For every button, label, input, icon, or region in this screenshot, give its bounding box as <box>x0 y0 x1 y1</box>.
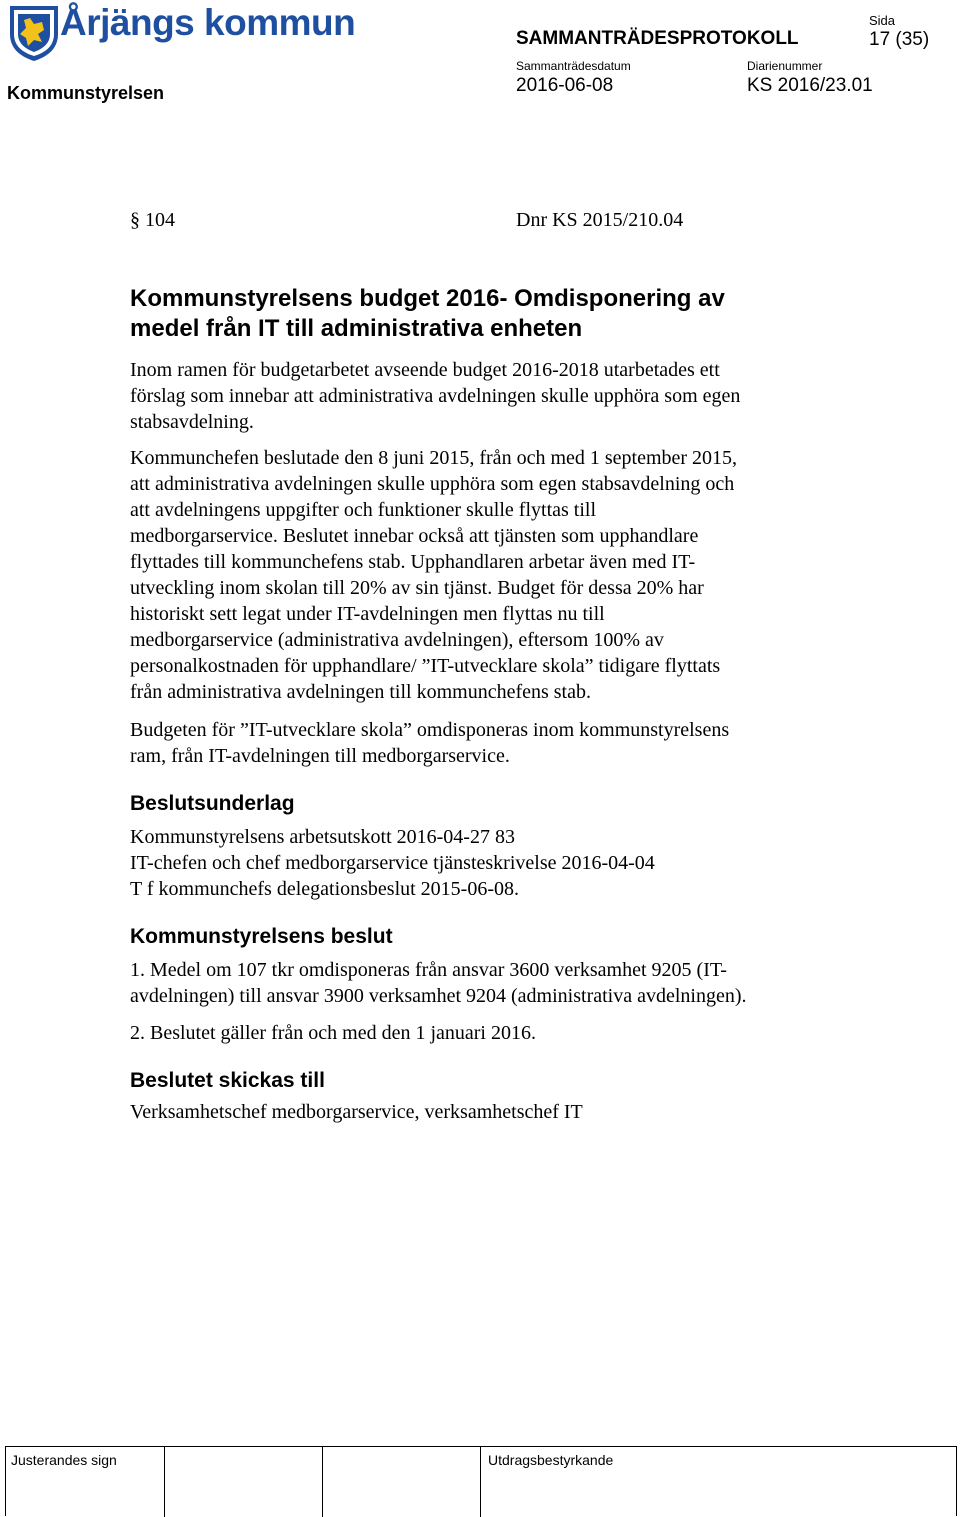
list-item: T f kommunchefs delegationsbeslut 2015-06-08. <box>130 878 520 900</box>
text-line: personalkostnaden för upphandlare/ ”IT-utvecklare skola” tidigare flyttats <box>130 655 721 677</box>
page-number: 17 (35) <box>869 29 930 50</box>
beslutsunderlag-list <box>130 824 655 902</box>
text-line: Budgeten för ”IT-utvecklare skola” omdisponeras inom kommunstyrelsens <box>130 719 730 741</box>
text-line: förslag som innebar att administrativa avdelningen skulle upphöra som egen <box>130 385 741 407</box>
justerandes-sign-label: Justerandes sign <box>11 1452 117 1468</box>
paragraph-decision-history <box>130 445 842 705</box>
list-item: Kommunstyrelsens arbetsutskott 2016-04-27 83 <box>130 826 515 848</box>
utdragsbestyrkande-label: Utdragsbestyrkande <box>488 1452 614 1468</box>
logo-text: Årjängs kommun <box>60 2 356 43</box>
heading-skickas: Beslutet skickas till <box>130 1069 325 1092</box>
diary-number-label: Diarienummer <box>747 59 823 73</box>
paragraph-background <box>130 357 842 435</box>
heading-beslut: Kommunstyrelsens beslut <box>130 925 393 948</box>
text-line: ram, från IT-avdelningen till medborgarservice. <box>130 745 510 767</box>
decision-item-1 <box>130 957 850 1009</box>
text-line: medborgarservice. Beslutet innebar också att tjänsten som upphandlare <box>130 525 699 547</box>
diary-number: KS 2016/23.01 <box>747 75 873 96</box>
organization-name: Kommunstyrelsen <box>7 83 165 103</box>
text-line: att administrativa avdelningen skulle upphöra som egen stabsavdelning och <box>130 473 735 495</box>
paragraph-budget <box>130 717 842 769</box>
text-line: från administrativa avdelningen till kommunchefens stab. <box>130 681 591 703</box>
signature-box <box>165 1447 323 1517</box>
text-line: flyttades till kommunchefens stab. Upphandlaren arbetar även med IT- <box>130 551 696 573</box>
recipients: Verksamhetschef medborgarservice, verksamhetschef IT <box>130 1101 583 1123</box>
section-number: § 104 <box>130 209 175 231</box>
decision-item-2: 2. Beslutet gäller från och med den 1 januari 2016. <box>130 1022 536 1044</box>
meeting-date: 2016-06-08 <box>516 75 614 96</box>
section-title <box>130 284 850 344</box>
coat-of-arms-icon <box>8 4 60 62</box>
document-type: SAMMANTRÄDESPROTOKOLL <box>516 28 799 49</box>
title-line: Kommunstyrelsens budget 2016- Omdisponering av <box>130 285 725 312</box>
heading-beslutsunderlag: Beslutsunderlag <box>130 792 295 815</box>
signature-footer <box>5 1446 957 1516</box>
text-line: Inom ramen för budgetarbetet avseende budget 2016-2018 utarbetades ett <box>130 359 720 381</box>
meeting-date-label: Sammanträdesdatum <box>516 59 631 73</box>
section-diary-number: Dnr KS 2015/210.04 <box>516 209 684 231</box>
text-line: historiskt sett legat under IT-avdelningen men flyttas nu till <box>130 603 605 625</box>
text-line: 1. Medel om 107 tkr omdisponeras från ansvar 3600 verksamhet 9205 (IT- <box>130 959 727 981</box>
page-label: Sida <box>869 13 896 28</box>
text-line: att avdelningens uppgifter och funktioner skulle flyttas till <box>130 499 597 521</box>
list-item: IT-chefen och chef medborgarservice tjänsteskrivelse 2016-04-04 <box>130 852 655 874</box>
signature-box <box>323 1447 481 1517</box>
text-line: avdelningen) till ansvar 3900 verksamhet 9204 (administrativa avdelningen). <box>130 985 747 1007</box>
text-line: Kommunchefen beslutade den 8 juni 2015, från och med 1 september 2015, <box>130 447 738 469</box>
text-line: stabsavdelning. <box>130 411 254 433</box>
text-line: medborgarservice (administrativa avdelningen), eftersom 100% av <box>130 629 664 651</box>
text-line: utveckling inom skolan till 20% av sin tjänst. Budget för dessa 20% har <box>130 577 704 599</box>
title-line: medel från IT till administrativa enheten <box>130 315 583 342</box>
